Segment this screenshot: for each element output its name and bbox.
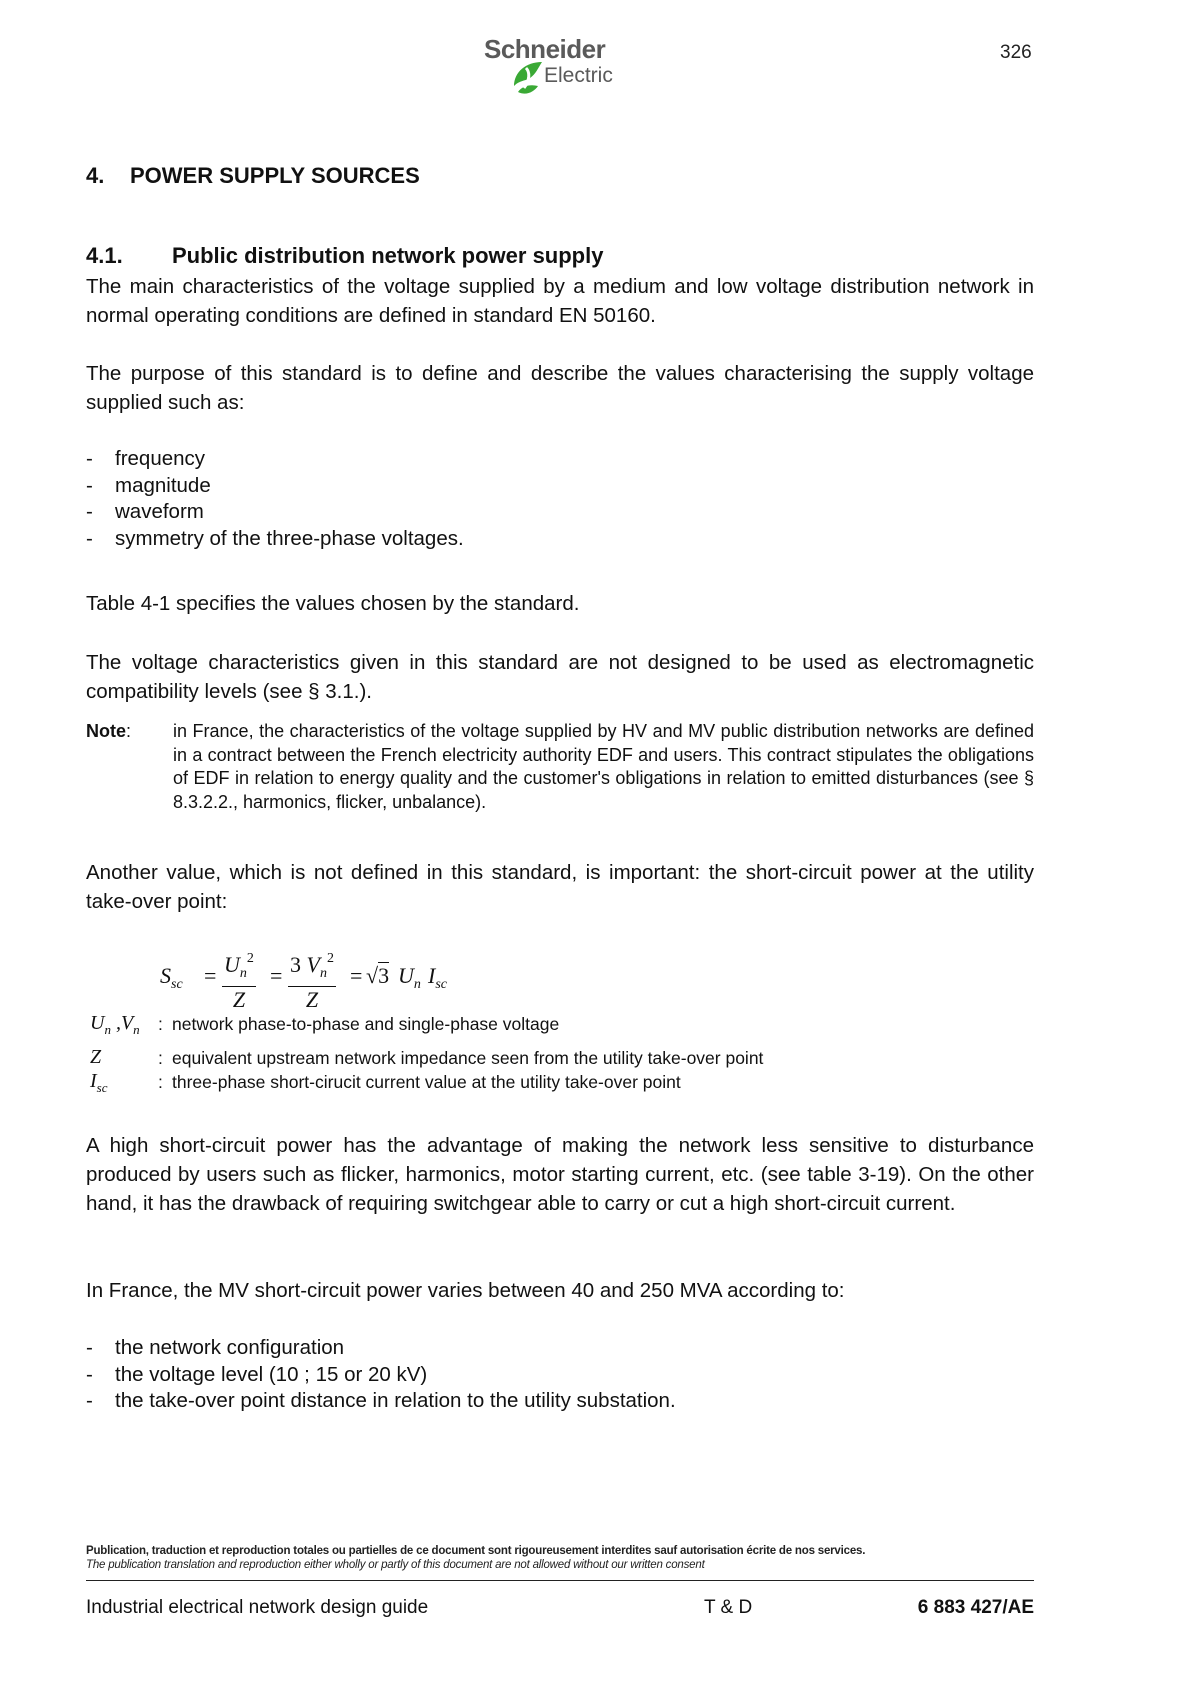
formula-fraction-v: $\frac{3 V_n^2}{Z}$ xyxy=(288,947,336,1013)
list-item: - the take-over point distance in relation to the utility substation. xyxy=(86,1389,676,1412)
paragraph-table-ref: Table 4-1 specifies the values chosen by the standard. xyxy=(86,592,580,615)
formula-ssc: $S_{sc}$ xyxy=(160,963,183,992)
formula-equals: = xyxy=(350,963,363,988)
list-item: - waveform xyxy=(86,500,204,523)
legal-notice-fr: Publication, traduction et reproduction totales ou partielles de ce document sont rigoureusement interdites sauf autorisation écrite de nos services. xyxy=(86,1545,866,1557)
note-label: Note: xyxy=(86,721,132,741)
schneider-electric-logo xyxy=(484,34,644,96)
paragraph-short-circuit: Another value, which is not defined in this standard, is important: the short-circuit power at the utility take-over point: xyxy=(86,861,1034,913)
paragraph-intro: The main characteristics of the voltage supplied by a medium and low voltage distribution network in normal operating conditions are defined in standard EN 50160. xyxy=(86,275,1034,327)
definition-isc: $I_{sc}$ : three-phase short-cirucit current value at the utility take-over point xyxy=(90,1070,681,1095)
footer-department: T & D xyxy=(704,1597,753,1618)
paragraph-france-mv: In France, the MV short-circuit power varies between 40 and 250 MVA according to: xyxy=(86,1279,845,1302)
formula-un: $U_n$ xyxy=(398,963,421,992)
section-heading xyxy=(86,163,420,189)
page-number: 326 xyxy=(1000,42,1032,63)
footer-reference: 6 883 427/AE xyxy=(917,1597,1034,1618)
list-item: - magnitude xyxy=(86,473,211,497)
formula-equals: = xyxy=(204,963,217,988)
characteristics-list xyxy=(86,446,1034,552)
subsection-title: Public distribution network power supply xyxy=(172,243,604,268)
section-number: 4. xyxy=(86,163,105,188)
paragraph-purpose: The purpose of this standard is to define and describe the values characterising the supply voltage supplied such as: xyxy=(86,362,1034,414)
list-item: - symmetry of the three-phase voltages. xyxy=(86,526,464,550)
note-text: in France, the characteristics of the voltage supplied by HV and MV public distribution networks are defined in a contract between the French electricity authority EDF and users. This contract stipulates the obligations of EDF in relation to energy quality and the customer's obligations in relation to emitted disturbances (see § 8.3.2.2., harmonics, flicker, unbalance). xyxy=(173,721,1034,812)
footer-divider xyxy=(86,1580,1034,1581)
list-item: - the voltage level (10 ; 15 or 20 kV) xyxy=(86,1362,428,1386)
legal-notice-en: The publication translation and reproduction either wholly or partly of this document are not allowed without our written consent xyxy=(86,1559,705,1571)
formula-equals: = xyxy=(270,963,283,988)
variation-factors-list xyxy=(86,1335,1034,1415)
subsection-number: 4.1. xyxy=(86,243,123,268)
subsection-heading xyxy=(86,243,603,269)
paragraph-emc: The voltage characteristics given in this standard are not designed to be used as electromagnetic compatibility levels (see § 3.1.). xyxy=(86,651,1034,703)
definition-un-vn: $U_n$ $,V_n$ : network phase-to-phase and single-phase voltage xyxy=(90,1012,560,1037)
logo-subtitle: Electric xyxy=(544,64,613,87)
short-circuit-power-formula xyxy=(160,947,460,1012)
footer-document-title: Industrial electrical network design guide xyxy=(86,1597,429,1618)
logo-wordmark: Schneider xyxy=(484,34,606,64)
formula-isc: $I_{sc}$ xyxy=(428,963,447,992)
formula-fraction-u: $\frac{U_n^2}{Z}$ xyxy=(222,947,256,1013)
section-title: POWER SUPPLY SOURCES xyxy=(130,163,420,188)
list-item: - frequency xyxy=(86,447,206,470)
formula-root3: √3 xyxy=(366,963,390,988)
list-item: - the network configuration xyxy=(86,1336,345,1359)
paragraph-advantage: A high short-circuit power has the advantage of making the network less sensitive to disturbance produced by users such as flicker, harmonics, motor starting current, etc. (see table 3-19). On the other hand, it has the drawback of requiring switchgear able to carry or cut a high short-circuit current. xyxy=(86,1134,1034,1215)
legal-notice xyxy=(86,1544,1034,1572)
definition-z: Z : equivalent upstream network impedance seen from the utility take-over point xyxy=(90,1046,764,1068)
